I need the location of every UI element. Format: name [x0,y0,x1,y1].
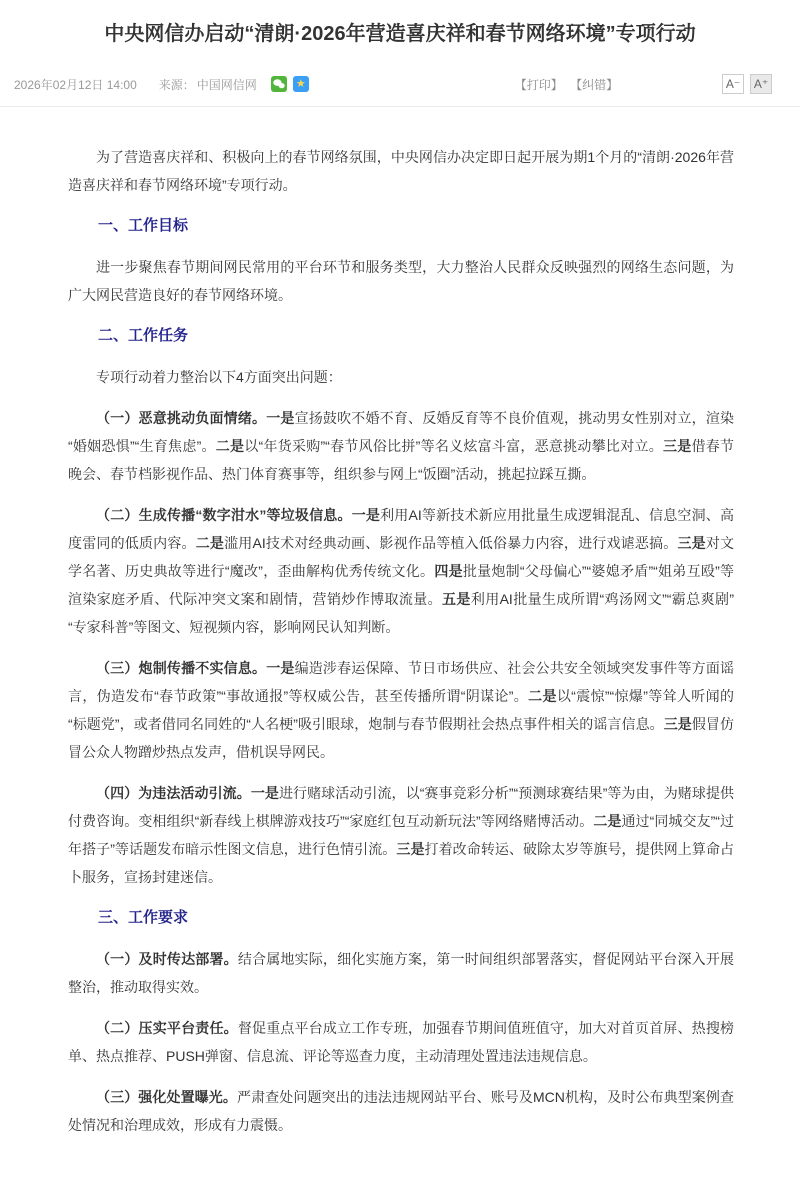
emphasis-text: 三是 [677,535,706,551]
body-text: 打着改命转运、破除太岁等旗号，提供网上算命占卜服务，宣扬封建迷信。 [68,841,735,885]
section-heading: 一、工作目标 [98,217,189,234]
emphasis-text: （三）强化处置曝光。 [96,1089,237,1105]
section-heading: 三、工作要求 [98,909,189,926]
body-text: 为了营造喜庆祥和、积极向上的春节网络氛围，中央网信办决定即日起开展为期1个月的“清朗·2026年营造喜庆祥和春节网络环境”专项行动。 [68,149,734,193]
emphasis-text: （三）炮制传播不实信息。 [96,660,267,676]
emphasis-text: （一）恶意挑动负面情绪。 [96,410,267,426]
emphasis-text: 三是 [396,841,425,857]
emphasis-text: （一）及时传达部署。 [96,951,238,967]
meta-row [0,68,800,107]
body-text: 督促重点平台成立工作专班，加强春节期间值班值守，加大对首页首屏、热搜榜单、热点推荐、PUSH弹窗、信息流、评论等巡查力度，主动清理处置违法违规信息。 [68,1020,735,1064]
emphasis-text: 五是 [442,591,471,607]
font-size-controls [716,74,772,94]
body-text: 批量炮制“父母偏心”“婆媳矛盾”“姐弟互殴”等渲染家庭矛盾、代际冲突文案和剧情，营销炒作博取流量。 [68,563,735,607]
body-text: 宣扬鼓吹不婚不育、反婚反育等不良价值观，挑动男女性别对立，渲染“婚姻恐惧”“生育焦虑”。 [68,410,735,454]
emphasis-text: 一是 [351,507,381,523]
article-paragraph [68,1083,734,1139]
body-text: 滥用AI技术对经典动画、影视作品等植入低俗暴力内容，进行戏谑恶搞。 [224,535,678,551]
source-label: 来源： [158,77,195,92]
share-icon-group [271,76,315,92]
font-decrease-button[interactable]: A⁻ [722,74,744,94]
emphasis-text: 二是 [195,535,225,551]
correction-button[interactable]: 【纠错】 [570,77,619,92]
body-text: 以“震惊”“惊爆”等耸人听闻的“标题党”，或者借同名同姓的“人名梗”吸引眼球，炮制与春节假期社会热点事件相关的谣言信息。 [68,688,734,732]
emphasis-text: 二是 [593,813,622,829]
body-text: 利用AI批量生成所谓“鸡汤网文”“霸总爽剧”“专家科普”等图文、短视频内容，影响网民认知判断。 [68,591,735,635]
body-text: 对文学名著、历史典故等进行“魔改”，歪曲解构优秀传统文化。 [68,535,735,579]
body-text: 以“年货采购”“春节风俗比拼”等名义炫富斗富，恶意挑动攀比对立。 [244,438,663,454]
body-text: 专项行动着力整治以下4方面突出问题： [96,369,342,385]
emphasis-text: 二是 [215,438,245,454]
article-paragraph [68,779,734,891]
emphasis-text: 二是 [528,688,557,704]
font-increase-button[interactable]: A⁺ [750,74,772,94]
body-text: 进行赌球活动引流，以“赛事竞彩分析”“预测球赛结果”等为由，为赌球提供付费咨询。变相组织“新春线上棋牌游戏技巧”“家庭红包互动新玩法”等网络赌博活动。 [68,785,735,829]
wechat-share-icon[interactable] [271,76,287,92]
emphasis-text: 三是 [663,716,692,732]
body-text: 利用AI等新技术新应用批量生成逻辑混乱、信息空洞、高度雷同的低质内容。 [68,507,734,551]
article-paragraph [68,654,734,766]
emphasis-text: 一是 [266,660,295,676]
article-paragraph [68,1014,734,1070]
page-title: 中央网信办启动“清朗·2026年营造喜庆祥和春节网络环境”专项行动 [104,23,696,45]
qzone-share-icon[interactable]: ★ [293,76,309,92]
section-heading: 二、工作任务 [98,327,189,344]
article-paragraph [68,363,734,391]
body-text: 编造涉春运保障、节日市场供应、社会公共安全领域突发事件等方面谣言，伪造发布“春节政策”“事故通报”等权威公告，甚至传播所谓“阴谋论”。 [68,660,735,704]
article-body [0,107,800,1182]
body-text: 假冒仿冒公众人物蹭炒热点发声，借机误导网民。 [68,716,734,760]
body-text: 进一步聚焦春节期间网民常用的平台环节和服务类型，大力整治人民群众反映强烈的网络生态问题，为广大网民营造良好的春节网络环境。 [68,259,734,303]
article-paragraph [68,501,734,641]
emphasis-text: （二）压实平台责任。 [96,1020,238,1036]
emphasis-text: 一是 [250,785,279,801]
title-area [0,0,800,54]
body-text: 严肃查处问题突出的违法违规网站平台、账号及MCN机构，及时公布典型案例查处情况和治理成效，形成有力震慑。 [68,1089,735,1133]
emphasis-text: 一是 [266,410,295,426]
emphasis-text: （四）为违法活动引流。 [96,785,251,801]
source-name: 中国网信网 [196,77,257,92]
publish-date: 2026年02月12日 14:00 [14,77,137,92]
body-text: 结合属地实际，细化实施方案，第一时间组织部署落实，督促网站平台深入开展整治，推动取得实效。 [68,951,735,995]
article-paragraph [68,945,734,1001]
body-text: 借春节晚会、春节档影视作品、热门体育赛事等，组织参与网上“饭圈”活动，挑起拉踩互撕。 [68,438,735,482]
emphasis-text: 四是 [434,563,463,579]
emphasis-text: 三是 [662,438,692,454]
article-paragraph [68,143,734,199]
meta-actions [515,76,622,93]
emphasis-text: （二）生成传播“数字泔水”等垃圾信息。 [96,507,352,523]
article-paragraph [68,404,734,488]
body-text: 通过“同城交友”“过年搭子”等话题发布暗示性图文信息，进行色情引流。 [68,813,734,857]
print-button[interactable]: 【打印】 [514,77,563,92]
article-paragraph [68,253,734,309]
